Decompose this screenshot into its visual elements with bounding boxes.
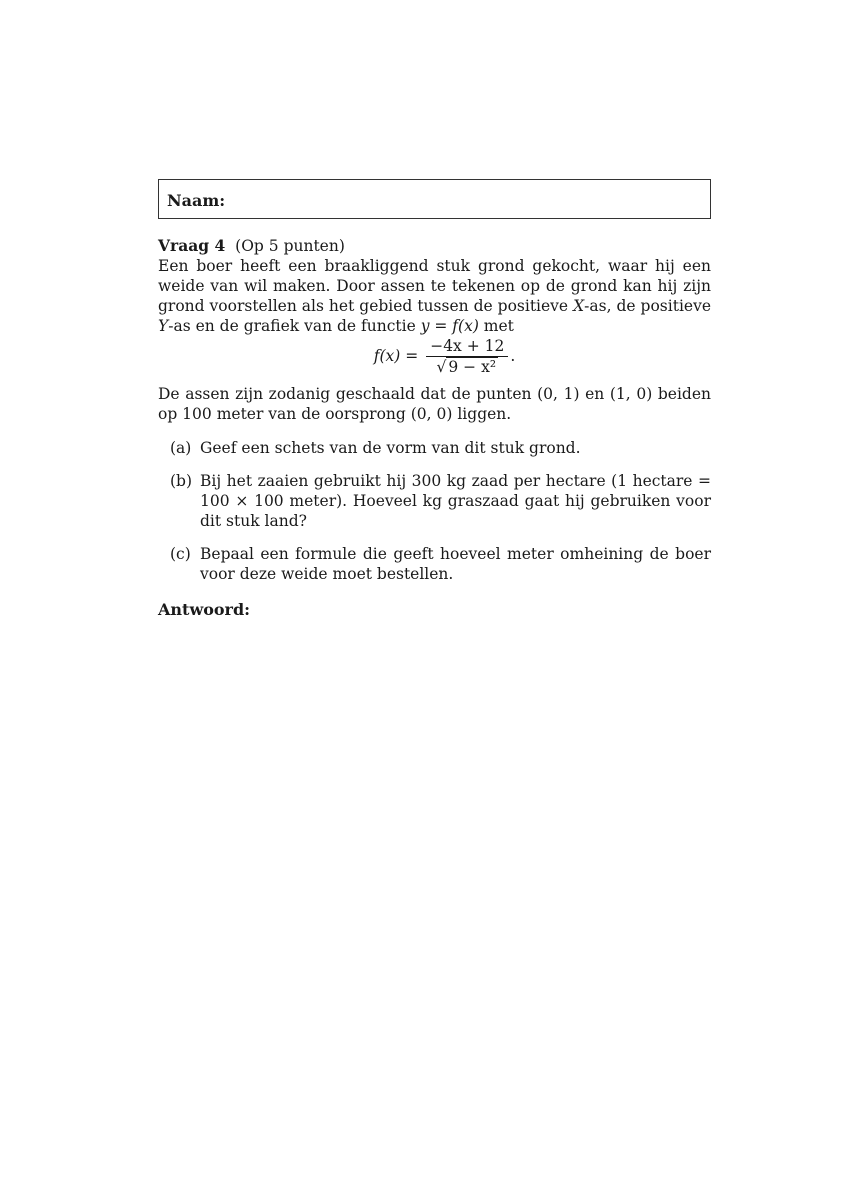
scale-text: De assen zijn zodanig geschaald dat de punten (0, 1) en (1, 0) beiden op 100 meter van de oorsprong (0, 0) liggen.: [158, 385, 711, 423]
exam-page: [158, 179, 711, 619]
intro-text-4: met: [478, 317, 514, 335]
formula-numerator: −4x + 12: [426, 337, 508, 357]
sub-question-mark: (a): [170, 439, 192, 457]
formula-denominator: [437, 357, 499, 376]
sub-questions: [158, 438, 711, 584]
intro-text-2: -as, de positieve: [584, 297, 712, 315]
question-points: (Op 5 punten): [235, 237, 345, 255]
sqrt-symbol: √: [436, 357, 447, 376]
sub-question-text: Geef een schets van de vorm van dit stuk grond.: [200, 439, 581, 457]
name-field-box[interactable]: [158, 179, 711, 219]
intro-text-1: Een boer heeft een braakliggend stuk grond gekocht, waar hij een weide van wil maken. Door assen te tekenen op de grond kan hij zijn grond voorstellen als het gebied tussen de positieve: [158, 257, 711, 315]
formula-radicand: 9 − x²: [448, 357, 497, 376]
formula-end: .: [510, 347, 516, 365]
sub-question: [170, 471, 711, 531]
x-axis-var: X: [573, 297, 585, 315]
name-label: Naam:: [167, 191, 226, 210]
answer-label: Antwoord:: [158, 600, 251, 619]
sub-question-mark: (b): [170, 472, 193, 490]
question-intro: [158, 256, 711, 336]
sub-question-text: Bij het zaaien gebruikt hij 300 kg zaad per hectare (1 hectare = 100 × 100 meter). Hoeveel kg graszaad gaat hij gebruiken voor dit stuk land?: [200, 472, 711, 530]
intro-text-3: -as en de grafiek van de functie: [168, 317, 421, 335]
formula-fraction: [426, 337, 508, 376]
sub-question: [170, 544, 711, 584]
function-formula: [178, 336, 711, 376]
question-header: [158, 236, 711, 256]
question-label: Vraag 4: [158, 236, 226, 255]
function-expression: y = f(x): [420, 317, 479, 335]
sub-question-text: Bepaal een formule die geeft hoeveel meter omheining de boer voor deze weide moet bestellen.: [200, 545, 711, 583]
formula-lhs: f(x) =: [373, 347, 419, 365]
sub-question-mark: (c): [170, 545, 191, 563]
y-axis-var: Y: [158, 317, 169, 335]
sub-question: [170, 438, 711, 458]
